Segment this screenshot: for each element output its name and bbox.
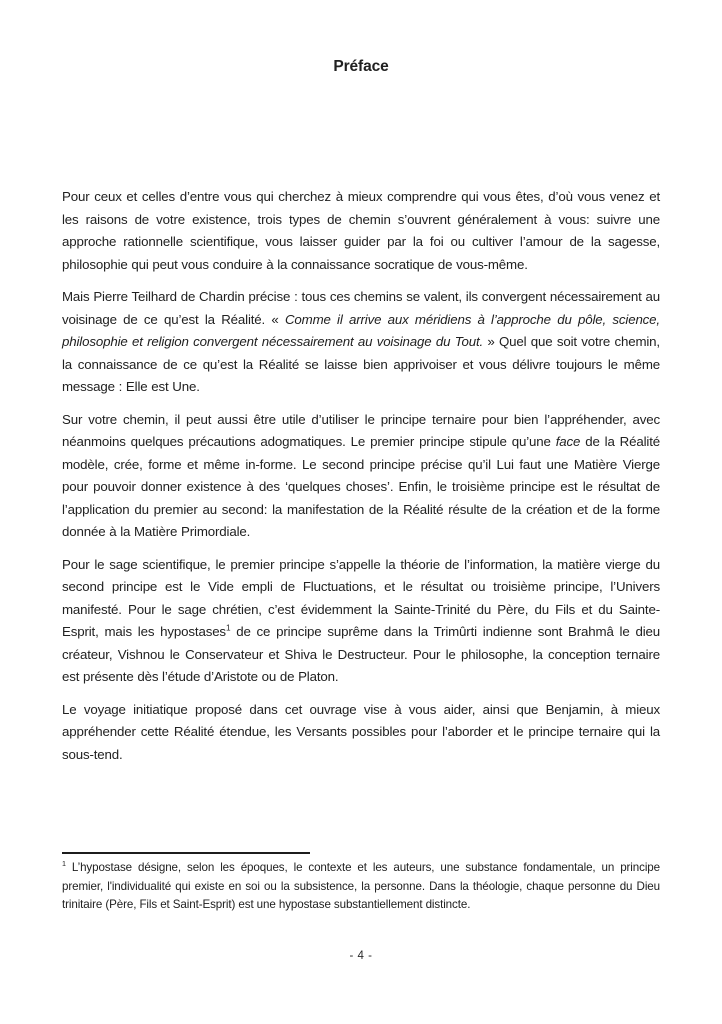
footnote-reference: 1: [62, 859, 66, 869]
text-run: L’hypostase désigne, selon les époques, le contexte et les auteurs, une substance fondamentale, un principe premier, l'individualité qui existe en soi ou la subsistence, la personne. Dans la théologie, chaque personne du Dieu trinitaire (Père, Fils et Saint-Esprit) est une hypostase substantiellement distincte.: [62, 861, 660, 911]
paragraph-2: [62, 286, 660, 399]
text-run: Pour le sage scientifique, le premier principe s’appelle la théorie de l’information, la matière vierge du second principe est le Vide empli de Fluctuations, et le résultat ou troisième principe, l’Univers manifesté. Pour le sage chrétien, c’est évidemment la Sainte-Trinité du Père, du Fils et du Sainte-Esprit, mais les hypostases: [62, 556, 660, 639]
footnote-reference: 1: [225, 623, 231, 633]
text-run: Comme il arrive aux méridiens à l’approche du pôle, science, philosophie et religion convergent nécessairement au voisinage du Tout.: [62, 311, 660, 349]
paragraph-5: [62, 699, 660, 767]
text-run: Le voyage initiatique proposé dans cet ouvrage vise à vous aider, ainsi que Benjamin, à mieux appréhender cette Réalité étendue, les Versants possibles pour l’aborder et le principe ternaire qui la sous-tend.: [62, 701, 660, 762]
page-title: Préface: [333, 58, 389, 75]
paragraph-1: [62, 186, 660, 276]
text-run: de ce principe suprême dans la Trimûrti indienne sont Brahmâ le dieu créateur, Vishnou le Conservateur et Shiva le Destructeur. Pour le philosophe, la conception ternaire est présente dès l’étude d’Aristote ou de Platon.: [62, 624, 660, 684]
document-body: [62, 186, 660, 776]
footnote-area: [62, 852, 660, 915]
footnote-text: [62, 859, 660, 915]
text-run: Sur votre chemin, il peut aussi être utile d’utiliser le principe ternaire pour bien l’appréhender, avec néanmoins quelques précautions adogmatiques. Le premier principe stipule qu’une: [62, 411, 660, 449]
page-number: - 4 -: [349, 950, 373, 962]
paragraph-3: [62, 409, 660, 544]
footnote-separator: [62, 852, 310, 854]
text-run: Pour ceux et celles d’entre vous qui cherchez à mieux comprendre qui vous êtes, d’où vous venez et les raisons de votre existence, trois types de chemin s’ouvrent généralement à vous: suivre une approche rationnelle scientifique, vous laisser guider par la foi ou cultiver l’amour de la sagesse, philosophie qui peut vous conduire à la connaissance socratique de vous-même.: [62, 189, 660, 272]
text-run: face: [555, 434, 581, 449]
paragraph-4: [62, 554, 660, 689]
text-run: de la Réalité modèle, crée, forme et même in-forme. Le second principe précise qu’il Lui faut une Matière Vierge pour pouvoir donner existence à des ‘quelques choses’. Enfin, le troisième principe est le résultat de l’application du premier au second: la manifestation de la Réalité résulte de la création et de la forme donnée à la Matière Primordiale.: [62, 434, 660, 539]
text-run: » Quel que soit votre chemin, la connaissance de ce qu’est la Réalité se laisse bien apprivoiser et vous délivre toujours le même message : Elle est Une.: [62, 334, 660, 394]
text-run: Mais Pierre Teilhard de Chardin précise : tous ces chemins se valent, ils convergent nécessairement au voisinage de ce qu’est la Réalité. «: [62, 289, 660, 327]
